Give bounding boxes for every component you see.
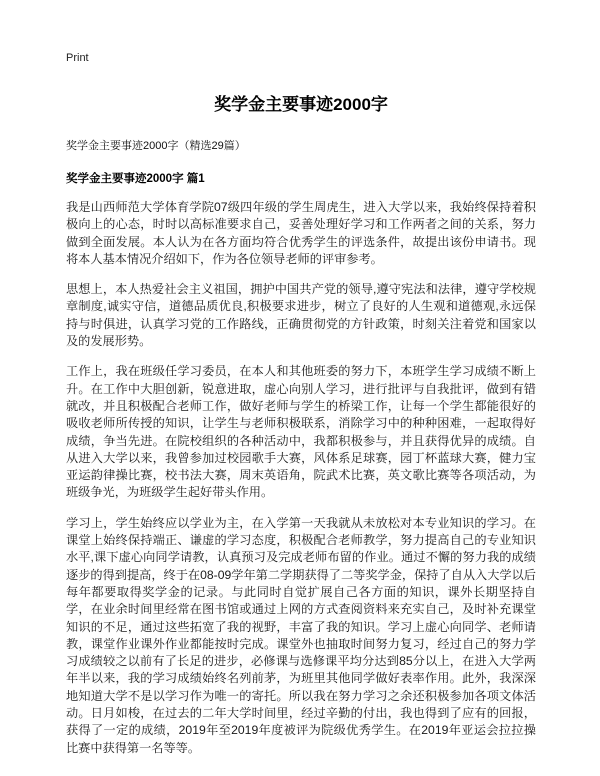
document-subtitle: 奖学金主要事迹2000字（精选29篇） [66,140,246,152]
paragraph-study: 学习上，学生始终应以学业为主，在入学第一天我就从未放松对本专业知识的学习。在课堂上始终保持端正、谦虚的学习态度，积极配合老师教学，努力提高自己的专业知识水平,课下虚心向同学请教，认真预习及完成老师布留的作业。通过不懈的努力我的成绩逐步的得到提高，终于在08-09学年第二学期获得了二等奖学金，保持了自从入大学以后每年都要取得奖学金的记录。与此同时自觉扩展自己各方面的知识，课外长期坚持自学，在业余时间里经常在图书馆或通过上网的方式查阅资料来充实自己，及时补充课堂知识的不足，通过这些拓宽了我的视野，丰富了我的知识。学习上虚心向同学、老师请教，课堂作业课外作业都能按时完成。课堂外也抽取时间努力复习，经过自己的努力学习成绩较之以前有了长足的进步，必修课与选修课平均分达到85分以上，在进入大学两年半以来，我的学习成绩始终名列前茅，为班里其他同学做好表率作用。此外，我深深地知道大学不是以学习作为唯一的寄托。所以我在努力学习之余还积极参加各项文体活动。日月如梭，在过去的二年大学时间里，经过辛勤的付出，我也得到了应有的回报，获得了一定的成绩，2019年至2019年度被评为院级优秀学生。在2019年亚运会拉拉操比赛中获得第一名等等。 [66,515,536,755]
paragraph-work: 工作上，我在班级任学习委员，在本人和其他班委的努力下，本班学生学习成绩不断上升。在工作中大胆创新，锐意进取，虚心向别人学习，进行批评与自我批评，做到有错就改，并且积极配合老师工作，做好老师与学生的桥梁工作，让每一个学生都能很好的吸收老师所传授的知识，让学生与老师积极联系，消除学习中的种种困难，一起取得好成绩，争当先进。在院校组织的各种活动中，我都积极参与，并且获得优异的成绩。自从进入大学以来，我曾参加过校园歌手大赛，风体系足球赛，园丁杯蓝球大赛，健力宝亚运韵律操比赛，校书法大赛，周末英语角，院武术比赛，英文歌比赛等各项活动，为班级争光，为班级学生起好带头作用。 [66,364,536,500]
section-heading: 奖学金主要事迹2000字 篇1 [66,173,205,185]
page-title: 奖学金主要事迹2000字 [214,95,388,114]
paragraph-ideology: 思想上，本人热爱社会主义祖国，拥护中国共产党的领导,遵守宪法和法律，遵守学校规章制度,诚实守信，道德品质优良,积极要求进步，树立了良好的人生观和道德观,永远保持与时俱进，认真学习党的工作路线，正确贯彻党的方针政策，时刻关注着党和国家以及的发展形势。 [66,282,536,349]
paragraph-intro: 我是山西师范大学体育学院07级四年级的学生周虎生，进入大学以来，我始终保持着积极向上的心态，时时以高标准要求自己，妥善处理好学习和工作两者之间的关系，努力做到全面发展。本人认为在各方面均符合优秀学生的评选条件，故提出该份申请书。现将本人基本情况介绍如下，作为各位领导老师的评审参考。 [66,200,536,266]
print-button[interactable]: Print [66,52,89,64]
